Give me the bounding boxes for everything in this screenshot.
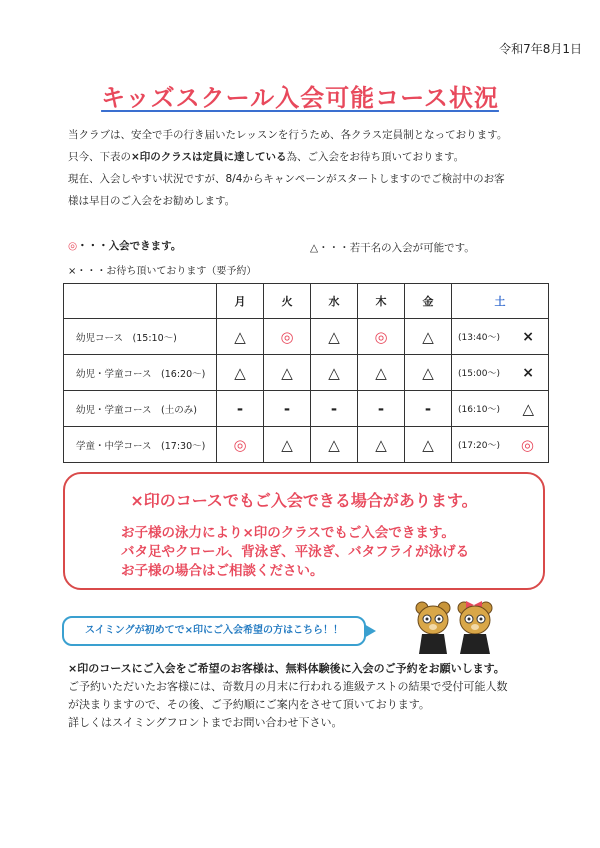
footer-line: 詳しくはスイミングフロントまでお問い合わせ下さい。 bbox=[68, 716, 343, 729]
legend-available bbox=[68, 238, 181, 253]
status-mark: △ bbox=[328, 363, 340, 382]
sat-time: (16:10～) bbox=[458, 405, 500, 415]
status-mark: × bbox=[522, 364, 534, 381]
header-tue: 火 bbox=[264, 284, 311, 319]
footer-line: が決まりますので、その後、ご予約順にご案内をさせて頂いております。 bbox=[68, 698, 430, 711]
course-name: 幼児コース (15:10～) bbox=[64, 319, 217, 355]
course-name: 幼児・学童コース (16:20～) bbox=[64, 355, 217, 391]
footer-line: ×印のコースにご入会をご希望のお客様は、無料体験後に入会のご予約をお願いします。 bbox=[68, 662, 505, 675]
status-mark: × bbox=[522, 328, 534, 345]
status-mark: △ bbox=[375, 435, 387, 454]
status-mark: - bbox=[236, 399, 244, 418]
document-date: 令和7年8月1日 bbox=[499, 42, 582, 56]
intro-text-part: 只今、下表の bbox=[68, 151, 131, 163]
intro-text bbox=[68, 124, 588, 212]
bear-right-icon bbox=[458, 601, 492, 654]
course-name: 学童・中学コース (17:30～) bbox=[64, 427, 217, 463]
header-wed: 水 bbox=[311, 284, 358, 319]
double-circle-icon: ◎ bbox=[68, 240, 78, 252]
status-mark: ◎ bbox=[520, 435, 534, 454]
intro-line bbox=[68, 146, 588, 168]
status-mark: △ bbox=[375, 363, 387, 382]
sat-time: (15:00～) bbox=[458, 369, 500, 379]
header-fri: 金 bbox=[405, 284, 452, 319]
table-row bbox=[64, 391, 549, 427]
table-row bbox=[64, 355, 549, 391]
notice-box bbox=[63, 472, 545, 590]
legend-available-text: ・・・入会できます。 bbox=[77, 240, 182, 252]
status-mark: - bbox=[377, 399, 385, 418]
legend-waiting: ×・・・お待ち頂いております（要予約） bbox=[68, 266, 257, 277]
header-thu: 木 bbox=[358, 284, 405, 319]
sat-time: (13:40～) bbox=[458, 333, 500, 343]
bear-mascots-icon bbox=[414, 598, 496, 656]
header-mon: 月 bbox=[217, 284, 264, 319]
notice-line: バタ足やクロール、背泳ぎ、平泳ぎ、バタフライが泳げる bbox=[121, 544, 470, 560]
notice-line: お子様の泳力により×印のクラスでもご入会できます。 bbox=[121, 525, 455, 541]
status-mark: △ bbox=[522, 399, 534, 418]
status-mark: △ bbox=[281, 435, 293, 454]
status-mark: △ bbox=[281, 363, 293, 382]
table-row bbox=[64, 427, 549, 463]
bear-left-icon bbox=[416, 602, 450, 654]
course-name: 幼児・学童コース (土のみ) bbox=[64, 391, 217, 427]
sat-time: (17:20～) bbox=[458, 441, 500, 451]
intro-line: 様は早目のご入会をお勧めします。 bbox=[68, 195, 236, 207]
intro-line: 当クラブは、安全で手の行き届いたレッスンを行うため、各クラス定員制となっております。 bbox=[68, 129, 508, 141]
intro-emphasis: ×印のクラスは定員に達している bbox=[131, 151, 287, 163]
status-mark: △ bbox=[422, 327, 434, 346]
status-mark: △ bbox=[328, 327, 340, 346]
status-mark: ◎ bbox=[374, 327, 388, 346]
status-mark: △ bbox=[234, 363, 246, 382]
status-mark: - bbox=[330, 399, 338, 418]
notice-heading: ×印のコースでもご入会できる場合があります。 bbox=[130, 491, 478, 510]
notice-line: お子様の場合はご相談ください。 bbox=[121, 563, 324, 579]
corner-cell bbox=[64, 284, 217, 319]
status-mark: - bbox=[424, 399, 432, 418]
intro-text-part: 為、ご入会をお待ち頂いております。 bbox=[286, 151, 465, 163]
table-row bbox=[64, 319, 549, 355]
status-mark: △ bbox=[328, 435, 340, 454]
footer-text bbox=[68, 660, 588, 732]
intro-line: 現在、入会しやすい状況ですが、8/4からキャンペーンがスタートしますのでご検討中のお客 bbox=[68, 173, 505, 185]
header-sat: 土 bbox=[452, 284, 549, 319]
status-mark: - bbox=[283, 399, 291, 418]
notice-body bbox=[121, 524, 469, 581]
status-mark: ◎ bbox=[233, 435, 247, 454]
course-table bbox=[63, 283, 549, 463]
status-mark: △ bbox=[234, 327, 246, 346]
beginner-callout: スイミングが初めてで×印にご入会希望の方はこちら！！ bbox=[62, 616, 366, 646]
footer-line: ご予約いただいたお客様には、奇数月の月末に行われる進級テストの結果で受付可能人数 bbox=[68, 680, 508, 693]
table-header-row bbox=[64, 284, 549, 319]
status-mark: △ bbox=[422, 363, 434, 382]
page-title: キッズスクール入会可能コース状況 bbox=[101, 84, 499, 112]
status-mark: ◎ bbox=[280, 327, 294, 346]
status-mark: △ bbox=[422, 435, 434, 454]
legend-limited: △・・・若干名の入会が可能です。 bbox=[310, 242, 475, 254]
